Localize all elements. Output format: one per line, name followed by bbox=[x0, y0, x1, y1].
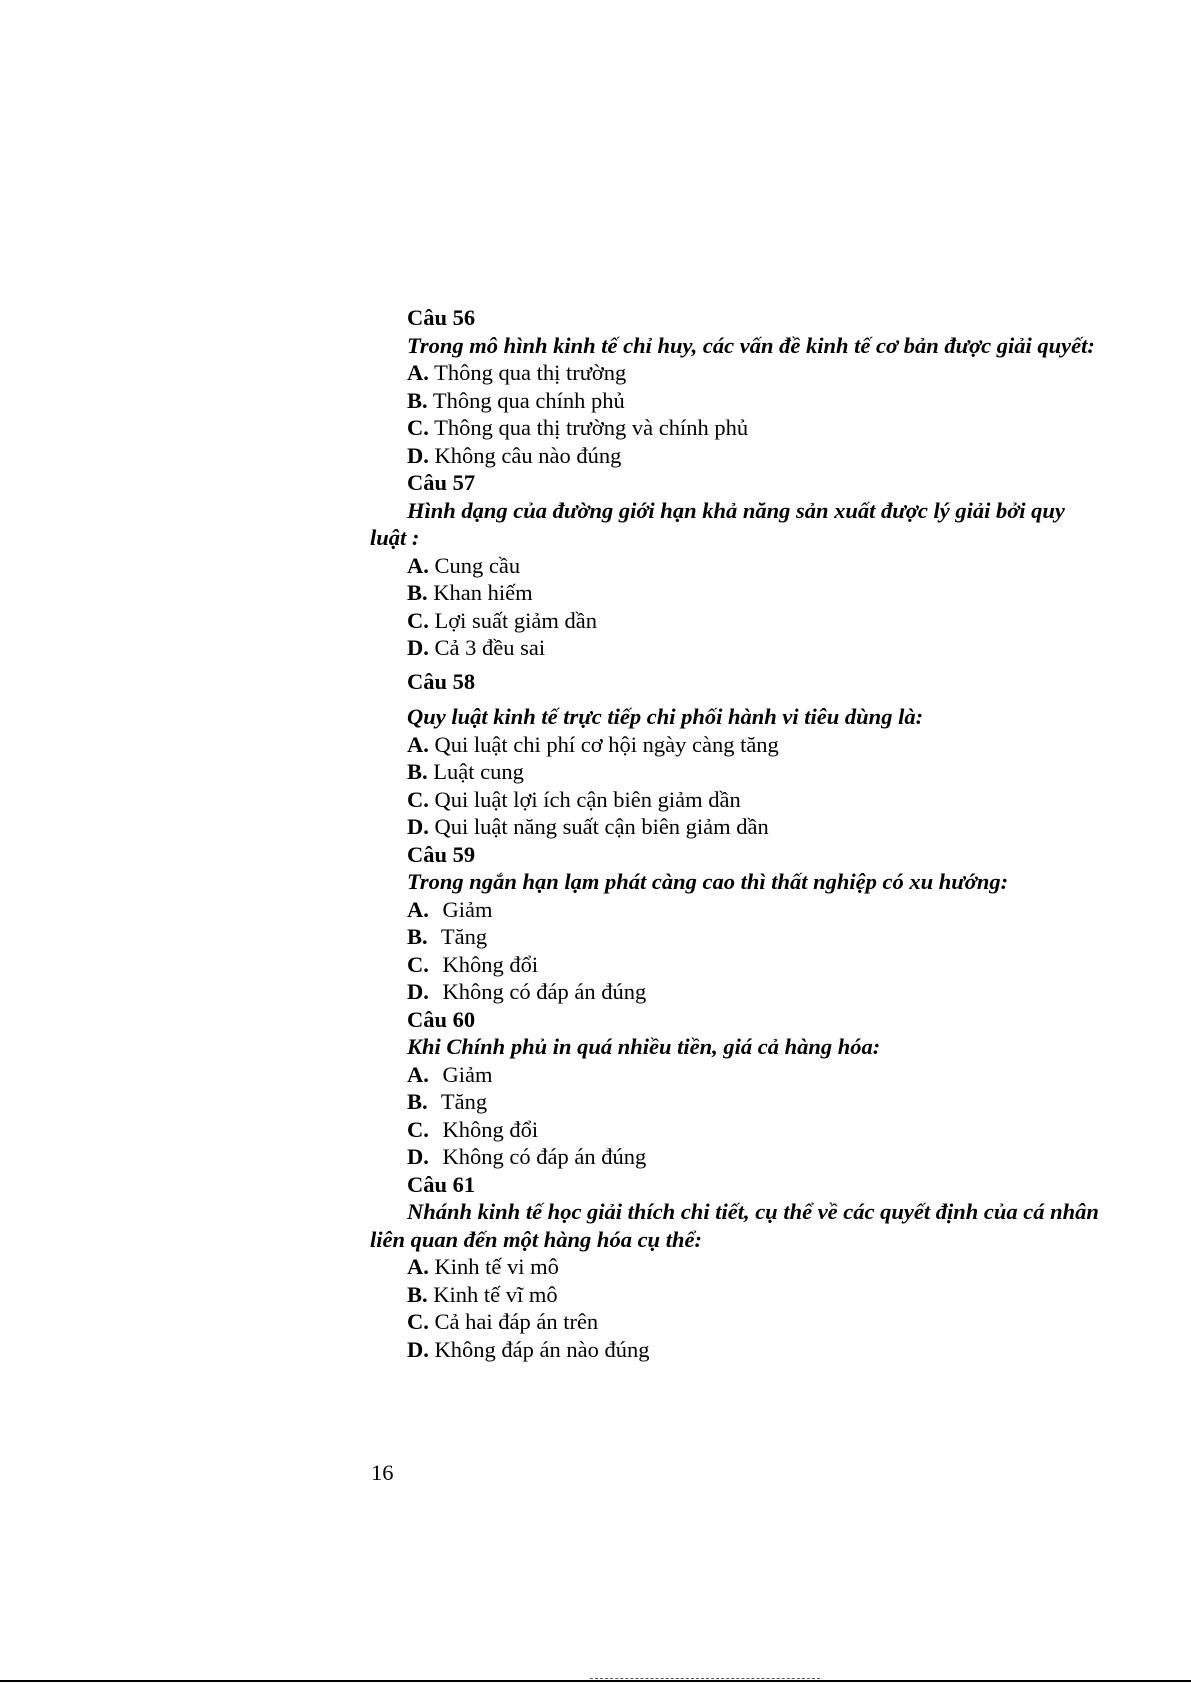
option-text: Lợi suất giảm dần bbox=[434, 607, 597, 633]
option-text: Không câu nào đúng bbox=[434, 442, 622, 468]
question-title: Câu 61 bbox=[407, 1171, 476, 1197]
option-a bbox=[407, 1253, 1100, 1281]
question-title: Câu 59 bbox=[407, 841, 476, 867]
option-letter: D. bbox=[407, 442, 429, 468]
option-letter: A. bbox=[407, 731, 429, 757]
option-text: Không có đáp án đúng bbox=[442, 979, 647, 1004]
question-60 bbox=[370, 1006, 1100, 1171]
option-text: Giảm bbox=[442, 1061, 493, 1087]
option-letter: C. bbox=[407, 951, 429, 977]
option-letter: D. bbox=[407, 979, 429, 1004]
option-c bbox=[407, 607, 1100, 635]
option-letter: B. bbox=[407, 924, 428, 949]
option-text: Thông qua thị trường và chính phủ bbox=[434, 415, 749, 440]
question-text: Quy luật kinh tế trực tiếp chi phối hành vi tiêu dùng là: bbox=[407, 704, 924, 729]
option-letter: A. bbox=[407, 1061, 429, 1087]
option-letter: C. bbox=[407, 786, 429, 812]
option-a bbox=[407, 359, 1100, 387]
option-text: Qui luật năng suất cận biên giảm dần bbox=[434, 814, 769, 839]
option-letter: C. bbox=[407, 607, 429, 633]
option-letter: C. bbox=[407, 415, 429, 440]
option-letter: B. bbox=[407, 387, 428, 413]
question-56 bbox=[370, 304, 1100, 469]
option-letter: D. bbox=[407, 635, 429, 660]
option-b bbox=[407, 1088, 1100, 1116]
question-57 bbox=[370, 469, 1100, 662]
option-text: Tăng bbox=[440, 924, 488, 949]
spacer bbox=[370, 695, 1100, 703]
option-text: Kinh tế vi mô bbox=[434, 1254, 559, 1279]
option-a bbox=[407, 731, 1100, 759]
option-a bbox=[407, 1061, 1100, 1089]
option-text: Không đáp án nào đúng bbox=[434, 1336, 650, 1362]
option-letter: A. bbox=[407, 896, 429, 922]
option-b bbox=[407, 579, 1100, 607]
option-text: Giảm bbox=[442, 896, 493, 922]
option-letter: C. bbox=[407, 1309, 429, 1334]
option-letter: D. bbox=[407, 1336, 429, 1362]
question-title: Câu 56 bbox=[407, 305, 476, 330]
option-letter: A. bbox=[407, 552, 429, 578]
option-a bbox=[407, 896, 1100, 924]
question-text: Nhánh kinh tế học giải thích chi tiết, cụ thể về các quyết định của cá nhân liên quan đến một hàng hóa cụ thể: bbox=[370, 1199, 1099, 1252]
option-b bbox=[407, 923, 1100, 951]
option-letter: B. bbox=[407, 759, 428, 784]
option-d bbox=[407, 1336, 1100, 1364]
option-text: Cung cầu bbox=[434, 552, 521, 578]
option-c bbox=[407, 1116, 1100, 1144]
option-letter: D. bbox=[407, 1144, 429, 1169]
question-text: Trong mô hình kinh tế chỉ huy, các vấn đề kinh tế cơ bản được giải quyết: bbox=[407, 332, 1095, 358]
question-title: Câu 58 bbox=[407, 668, 476, 694]
option-c bbox=[407, 951, 1100, 979]
option-text: Kinh tế vĩ mô bbox=[433, 1281, 558, 1307]
option-text: Qui luật chi phí cơ hội ngày càng tăng bbox=[434, 731, 779, 757]
option-text: Khan hiếm bbox=[433, 580, 533, 605]
option-letter: C. bbox=[407, 1116, 429, 1142]
question-text: Khi Chính phủ in quá nhiều tiền, giá cả hàng hóa: bbox=[407, 1034, 881, 1059]
page-number: 16 bbox=[371, 1460, 394, 1485]
document-body bbox=[370, 304, 1100, 1363]
option-text: Thông qua chính phủ bbox=[432, 387, 625, 413]
option-letter: B. bbox=[407, 1281, 428, 1307]
option-letter: B. bbox=[407, 1089, 428, 1114]
option-letter: D. bbox=[407, 814, 429, 839]
option-letter: A. bbox=[407, 1254, 429, 1279]
option-text: Không đổi bbox=[442, 1116, 539, 1142]
option-text: Cả 3 đều sai bbox=[434, 635, 546, 660]
question-title: Câu 60 bbox=[407, 1006, 476, 1032]
option-b bbox=[407, 758, 1100, 786]
option-text: Cả hai đáp án trên bbox=[434, 1309, 599, 1334]
option-c bbox=[407, 414, 1100, 442]
option-text: Luật cung bbox=[433, 759, 524, 784]
option-letter: B. bbox=[407, 580, 428, 605]
option-text: Tăng bbox=[440, 1089, 488, 1114]
option-d bbox=[407, 442, 1100, 470]
question-text: Hình dạng của đường giới hạn khả năng sản xuất được lý giải bởi quy luật : bbox=[370, 497, 1065, 550]
option-b bbox=[407, 1281, 1100, 1309]
question-59 bbox=[370, 841, 1100, 1006]
option-text: Không có đáp án đúng bbox=[442, 1144, 647, 1169]
option-d bbox=[407, 634, 1100, 662]
page-bottom-edge bbox=[0, 1680, 1191, 1682]
option-a bbox=[407, 552, 1100, 580]
question-text: Trong ngắn hạn lạm phát càng cao thì thất nghiệp có xu hướng: bbox=[407, 869, 1009, 894]
option-c bbox=[407, 1308, 1100, 1336]
option-d bbox=[407, 1143, 1100, 1171]
option-text: Không đổi bbox=[442, 951, 539, 977]
option-b bbox=[407, 387, 1100, 415]
option-text: Qui luật lợi ích cận biên giảm dần bbox=[434, 786, 741, 812]
option-d bbox=[407, 978, 1100, 1006]
option-c bbox=[407, 786, 1100, 814]
option-text: Thông qua thị trường bbox=[434, 360, 627, 385]
question-58 bbox=[370, 668, 1100, 841]
option-d bbox=[407, 813, 1100, 841]
question-61 bbox=[370, 1171, 1100, 1364]
option-letter: A. bbox=[407, 360, 429, 385]
question-title: Câu 57 bbox=[407, 470, 476, 495]
